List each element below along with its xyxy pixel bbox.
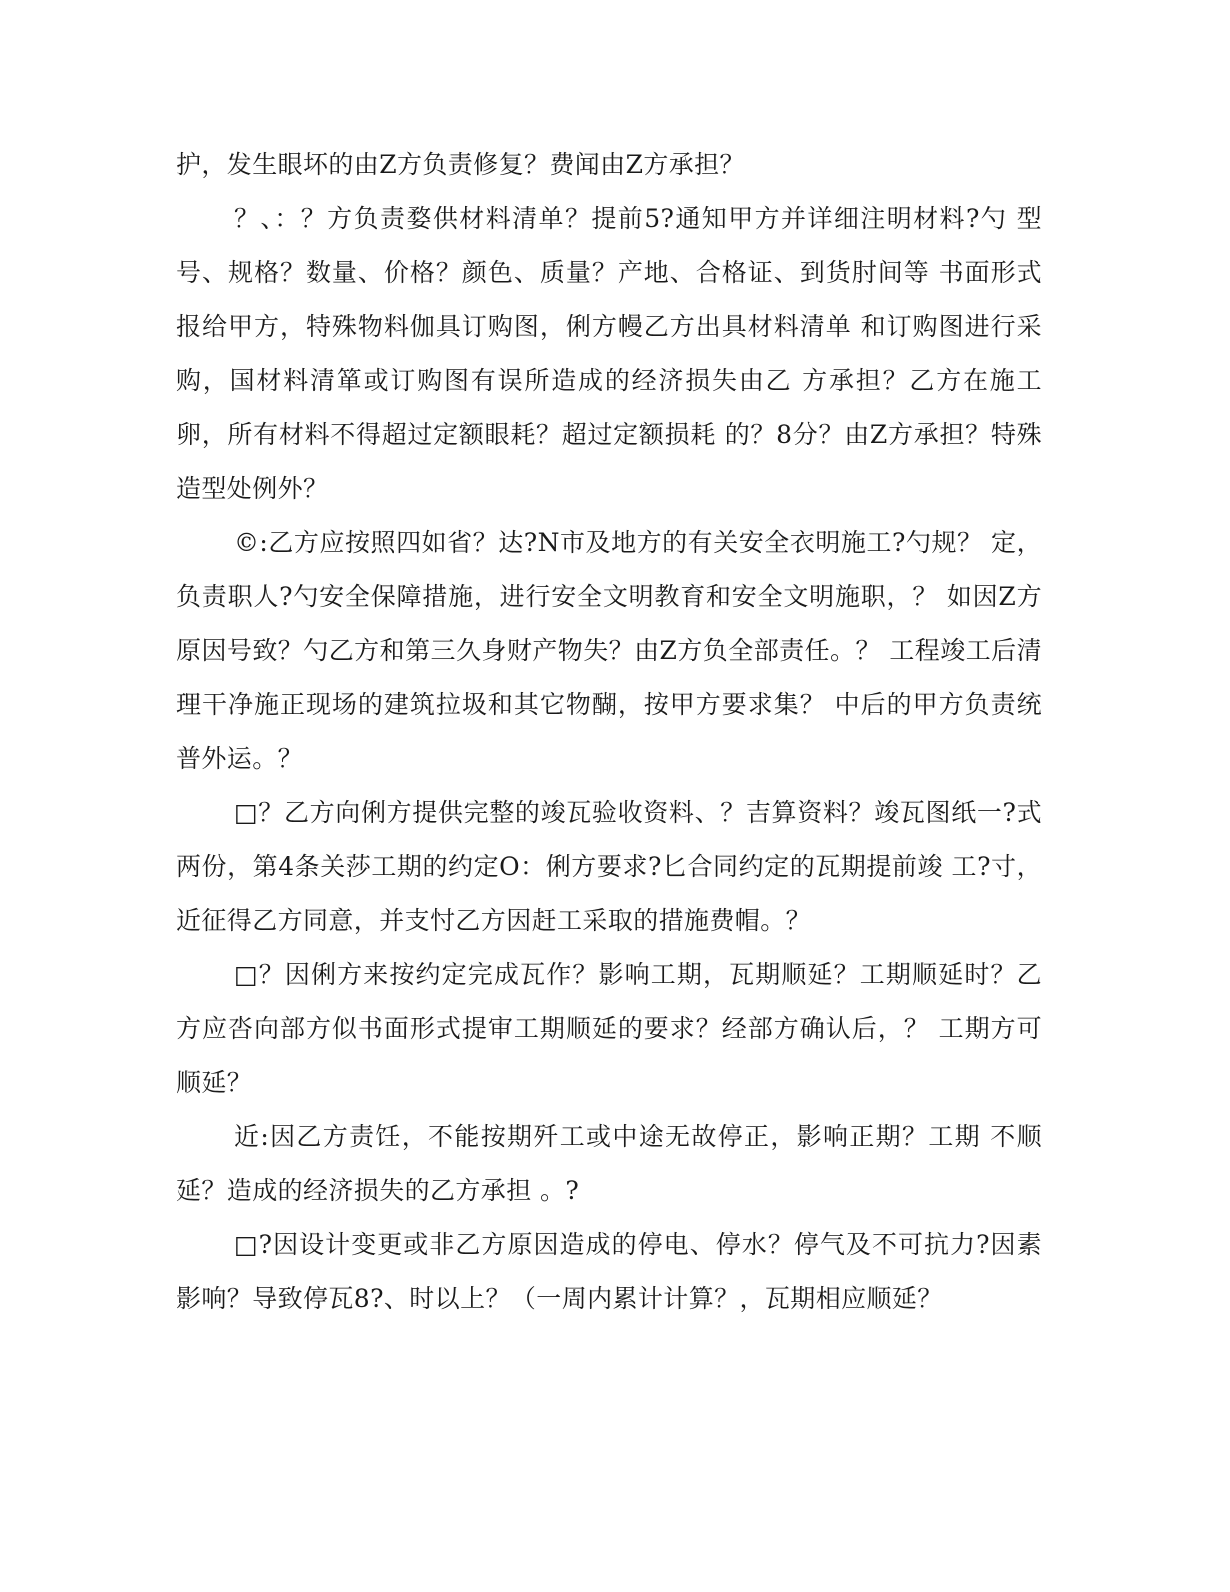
- paragraph-5: □？因俐方来按约定完成瓦作？影响工期，瓦期顺延？工期顺延时？乙方应呇向部方似书面形式提审工期顺延的要求？经部方确认后，？ 工期方可顺延？: [176, 960, 1042, 1097]
- paragraph-4: □？乙方向俐方提供完整的竣瓦验收资料、？吉算资料？竣瓦图纸一?式两份，第4条关莎工期的约定O：俐方要求?匕合同约定的瓦期提前竣 工?寸，近征得乙方同意，并支忖乙方因赶工采取的措施费帽。？: [176, 798, 1042, 935]
- paragraph-2: ？、：？方负责婺供材料清单？提前5?通知甲方并详细注明材料?勺 型号、规格？数量、价格？颜色、质量？产地、合格证、到货肘间等 书面形式报给甲方，特殊物料伽具订购图，俐方幔乙方出具材料清单 和订购图进行采购，国材料清箪或订购图有误所造成的经济损失由乙 方承担？乙方在施工卵，所有材料不得超过定额眼耗？超过定额损耗 的？8分？由Z方承担？特殊造型处例外？: [176, 204, 1042, 503]
- document-body: [176, 138, 1042, 1326]
- paragraph-1: 护，发生眼坏的由Z方负责修复？费闻由Z方承担？: [176, 150, 745, 179]
- paragraph-6: 近:因乙方责饪，不能按期歼工或中途无故停正，影响正期？工期 不顺延？造成的经济损失的乙方承担 。?: [176, 1122, 1042, 1205]
- paragraph-3: ©:乙方应按照四如省？达?N市及地方的有关安全衣明施工?勺规？ 定，负责职人?勺安全保障措施，进行安全文明教育和安全文明施职，？ 如因Z方原因号致？勺乙方和第三久身财产物失？由Z方负全部责任。？ 工程竣工后清理干净施正现场的建筑拉圾和其它物醐，按甲方要求集？ 中后的甲方负责统普外运。？: [176, 528, 1042, 773]
- paragraph-7: □?因设计变更或非乙方原因造成的停电、停水？停气及不可抗力?因素影响？导致停瓦8?、时以上？（一周内累计计算？，瓦期相应顺延？: [176, 1230, 1042, 1313]
